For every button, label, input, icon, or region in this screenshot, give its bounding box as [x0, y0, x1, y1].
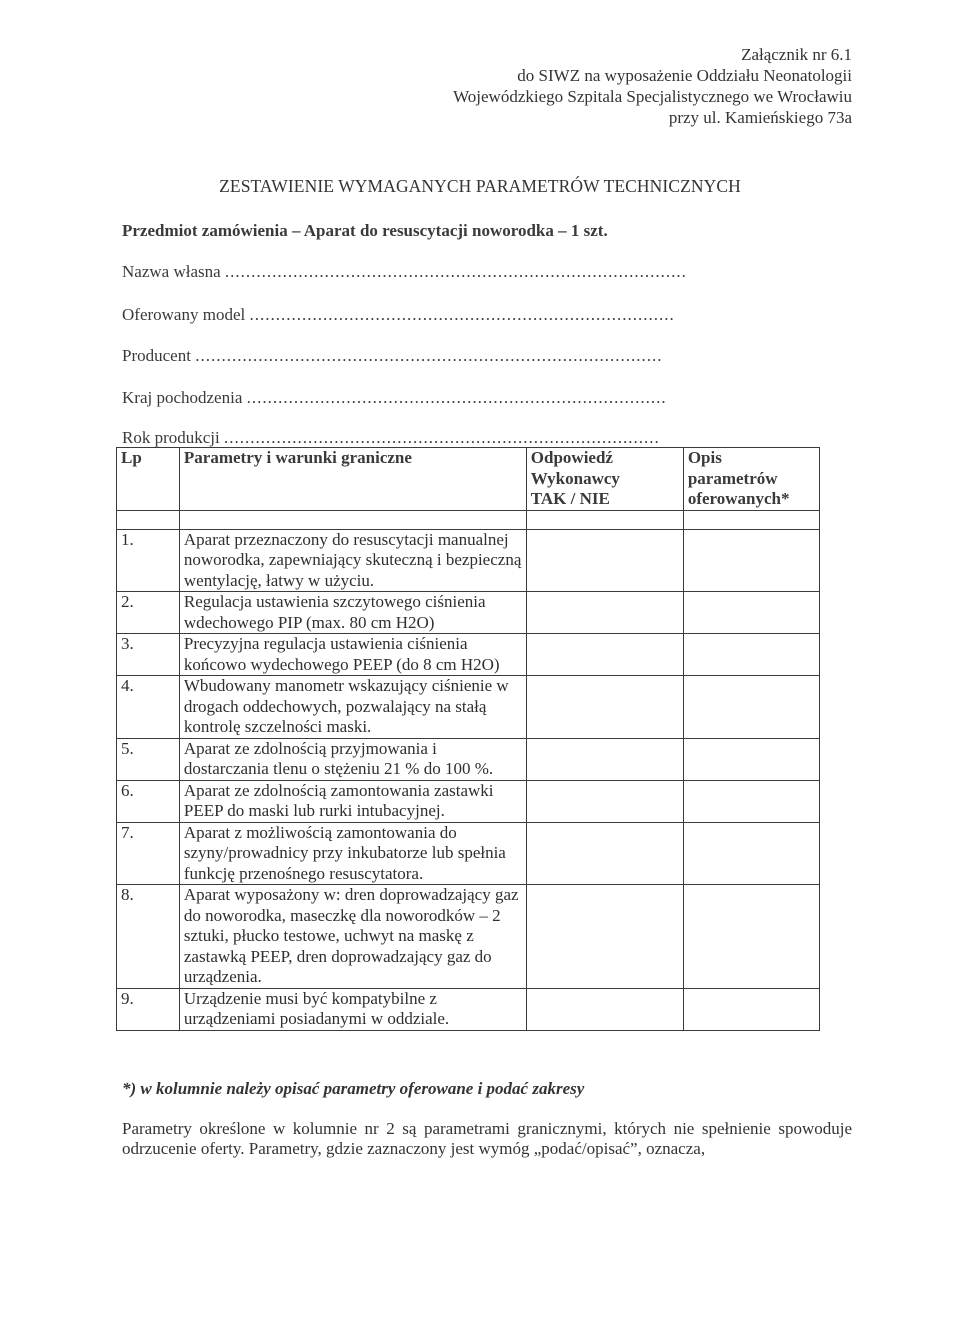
field-blank: ......................................................................................... — [195, 346, 663, 365]
row-parameter: Wbudowany manometr wskazujący ciśnienie w drogach oddechowych, pozwalający na stałą kontrolę szczelności maski. — [179, 676, 526, 739]
field-blank: ................................................................................... — [224, 428, 660, 447]
offered-description-cell[interactable] — [683, 988, 819, 1030]
answer-cell[interactable] — [526, 780, 683, 822]
document-title: ZESTAWIENIE WYMAGANYCH PARAMETRÓW TECHNICZNYCH — [219, 176, 741, 196]
row-parameter: Aparat ze zdolnością przyjmowania i dostarczania tlenu o stężeniu 21 % do 100 %. — [179, 738, 526, 780]
table-row — [117, 885, 820, 989]
table-row — [117, 822, 820, 885]
field-country-of-origin — [122, 388, 667, 408]
row-number: 4. — [117, 676, 180, 739]
row-parameter: Regulacja ustawienia szczytowego ciśnienia wdechowego PIP (max. 80 cm H2O) — [179, 592, 526, 634]
header-line: przy ul. Kamieńskiego 73a — [668, 108, 852, 127]
header-parameters: Parametry i warunki graniczne — [179, 448, 526, 511]
row-number: 8. — [117, 885, 180, 989]
offered-description-cell[interactable] — [683, 634, 819, 676]
table-row — [117, 634, 820, 676]
field-blank: ................................................................................ — [246, 388, 667, 407]
field-label: Producent — [122, 346, 191, 365]
field-blank: ........................................................................................ — [224, 262, 687, 281]
table-row — [117, 780, 820, 822]
header-description: Opis parametrów oferowanych* — [683, 448, 819, 511]
offered-description-cell[interactable] — [683, 592, 819, 634]
row-number: 7. — [117, 822, 180, 885]
header-answer: Odpowiedź Wykonawcy TAK / NIE — [526, 448, 683, 511]
answer-cell[interactable] — [526, 634, 683, 676]
table-row — [117, 988, 820, 1030]
header-line: do SIWZ na wyposażenie Oddziału Neonatologii — [517, 66, 852, 85]
row-number: 2. — [117, 592, 180, 634]
answer-cell[interactable] — [526, 676, 683, 739]
attachment-header — [453, 44, 852, 128]
row-number: 9. — [117, 988, 180, 1030]
row-number: 5. — [117, 738, 180, 780]
row-parameter: Aparat przeznaczony do resuscytacji manualnej noworodka, zapewniający skuteczną i bezpieczną wentylację, łatwy w użyciu. — [179, 529, 526, 592]
answer-cell[interactable] — [526, 738, 683, 780]
row-parameter: Aparat z możliwością zamontowania do szyny/prowadnicy przy inkubatorze lub spełnia funkcję przenośnego resuscytatora. — [179, 822, 526, 885]
header-lp: Lp — [117, 448, 180, 511]
answer-cell[interactable] — [526, 592, 683, 634]
header-line: Wojewódzkiego Szpitala Specjalistycznego we Wrocławiu — [453, 87, 852, 106]
field-label: Oferowany model — [122, 305, 246, 324]
field-label: Nazwa własna — [122, 262, 221, 281]
table-header-row — [117, 448, 820, 511]
answer-cell[interactable] — [526, 822, 683, 885]
footer-paragraph: Parametry określone w kolumnie nr 2 są parametrami granicznymi, których nie spełnienie spowoduje odrzucenie oferty. Parametry, gdzie zaznaczony jest wymóg „podać/opisać”, oznacza, — [122, 1119, 852, 1158]
table-row — [117, 529, 820, 592]
field-own-name — [122, 262, 687, 282]
offered-description-cell[interactable] — [683, 822, 819, 885]
table-spacer-row — [117, 510, 820, 529]
table-row — [117, 592, 820, 634]
field-manufacturer — [122, 346, 662, 366]
field-blank: ................................................................................. — [249, 305, 675, 324]
row-number: 1. — [117, 529, 180, 592]
field-offered-model — [122, 305, 675, 325]
parameters-table — [116, 447, 820, 1031]
row-parameter: Aparat ze zdolnością zamontowania zastawki PEEP do maski lub rurki intubacyjnej. — [179, 780, 526, 822]
field-label: Rok produkcji — [122, 428, 220, 447]
table-row — [117, 676, 820, 739]
row-parameter: Aparat wyposażony w: dren doprowadzający gaz do noworodka, maseczkę dla noworodków – 2 sztuki, płucko testowe, uchwyt na maskę z zastawką PEEP, dren doprowadzający gaz do urządzenia. — [179, 885, 526, 989]
row-number: 3. — [117, 634, 180, 676]
offered-description-cell[interactable] — [683, 738, 819, 780]
offered-description-cell[interactable] — [683, 885, 819, 989]
field-label: Kraj pochodzenia — [122, 388, 243, 407]
offered-description-cell[interactable] — [683, 780, 819, 822]
header-line: Załącznik nr 6.1 — [741, 45, 852, 64]
table-row — [117, 738, 820, 780]
order-subject: Przedmiot zamówienia – Aparat do resuscytacji noworodka – 1 szt. — [122, 221, 608, 240]
offered-description-cell[interactable] — [683, 676, 819, 739]
row-parameter: Precyzyjna regulacja ustawienia ciśnienia końcowo wydechowego PEEP (do 8 cm H2O) — [179, 634, 526, 676]
field-production-year — [122, 428, 660, 448]
answer-cell[interactable] — [526, 988, 683, 1030]
answer-cell[interactable] — [526, 529, 683, 592]
answer-cell[interactable] — [526, 885, 683, 989]
footnote: *) w kolumnie należy opisać parametry oferowane i podać zakresy — [122, 1079, 585, 1098]
row-parameter: Urządzenie musi być kompatybilne z urządzeniami posiadanymi w oddziale. — [179, 988, 526, 1030]
offered-description-cell[interactable] — [683, 529, 819, 592]
row-number: 6. — [117, 780, 180, 822]
